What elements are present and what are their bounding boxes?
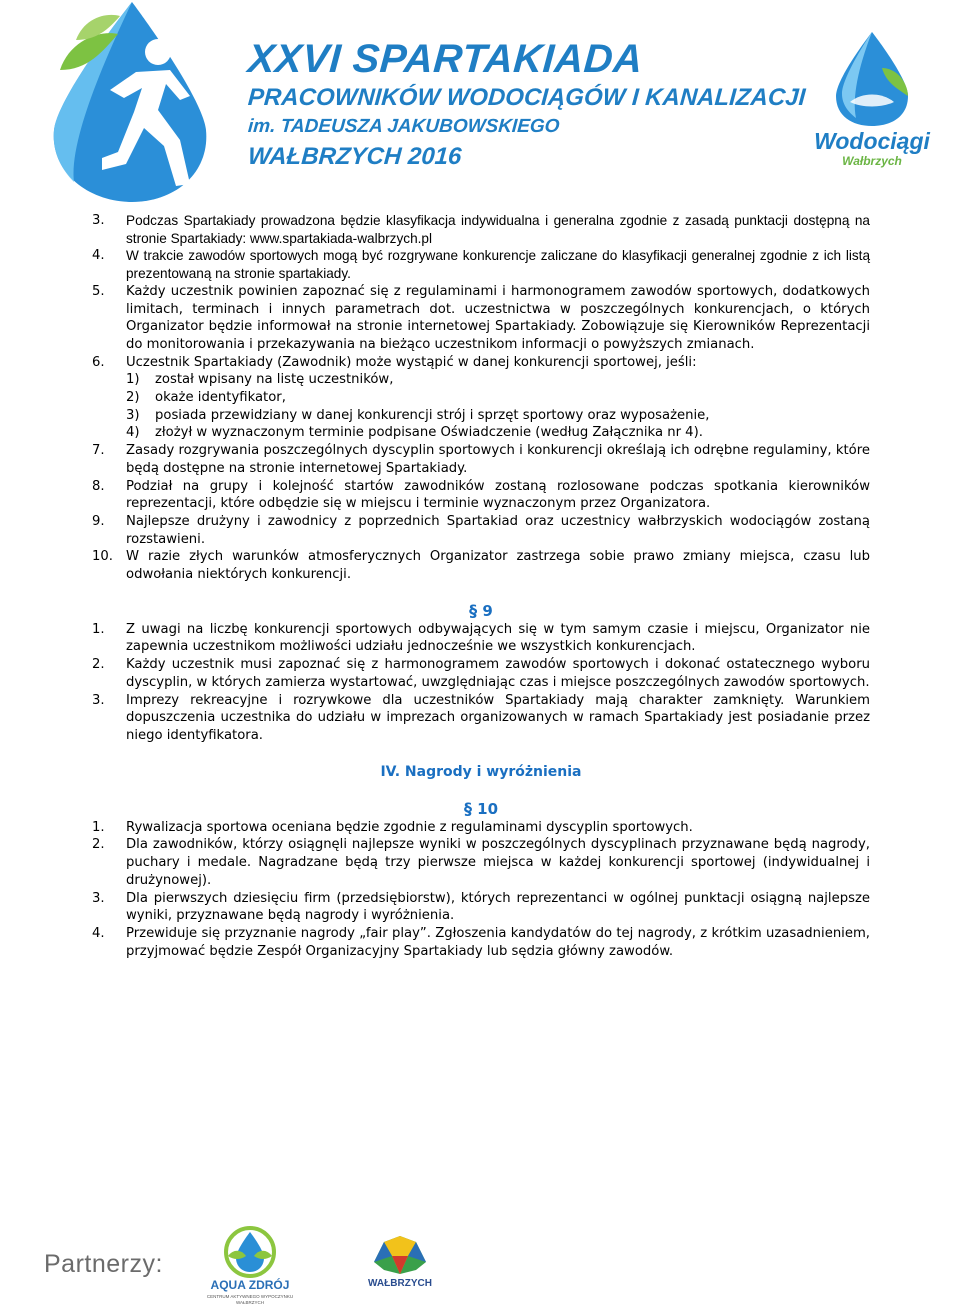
spacer [92,782,870,799]
item-number: 4. [92,248,105,264]
item-text: Uczestnik Spartakiady (Zawodnik) może wystąpić w danej konkurencji sportowej, jeśli: [126,354,697,370]
sub-item-text: posiada przewidziany w danej konkurencji strój i sprzęt sportowy oraz wyposażenie, [155,407,710,423]
sub-item [126,389,870,407]
section-sign: § [469,600,478,620]
sub-item-number: 3) [126,407,140,423]
aqua-zdroj-logo [200,1226,300,1310]
item-text: Każdy uczestnik musi zapoznać się z harmonogramem zawodów sportowych i dokonać ostatecznego wyboru dyscyplin, w których zamierza wystartować, uwzględniając czas i miejsce poszczególnych zawodów sportowych. [126,657,870,690]
sub-item-number: 2) [126,390,140,406]
item-number: 3. [92,213,105,228]
list-item [92,890,870,925]
event-patron: im. TADEUSZA JAKUBOWSKIEGO [247,116,561,137]
list-item [92,621,870,656]
logo-right-name: Wodociągi [814,128,930,154]
item-number: 1. [92,819,105,835]
list-item [92,283,870,354]
sub-item-text: został wpisany na listę uczestników, [155,372,394,388]
event-title: XXVI SPARTAKIADA [246,37,645,81]
item-text: Imprezy rekreacyjne i rozrywkowe dla uczestników Spartakiady mają charakter zamknięty. Warunkiem dopuszczenia uczestnika do udziału w imprezach organizowanych w ramach Spartakiady jest posiadanie przez niego identyfikatora. [126,692,870,743]
item-text: W trakcie zawodów sportowych mogą być rozgrywane konkurencje zaliczane do klasyfikacji generalnej zgodnie z ich listą prezentowaną na stronie spartakiady. [126,248,870,282]
item-number: 3. [92,692,105,708]
paragraph-number: 10 [477,799,499,818]
item-text: Najlepsze drużyny i zawodnicy z poprzednich Spartakiad oraz uczestnicy wałbrzyskich wodociągów zostaną rozstawieni. [126,513,870,547]
list-item [92,548,870,583]
item-text: Dla pierwszych dziesięciu firm (przedsiębiorstw), których reprezentanci w ogólnej punktacji osiągną najlepsze wyniki, przyznawane będą nagrody i wyróżnienia. [126,890,870,924]
item-number: 10. [92,549,113,565]
item-number: 2. [92,657,105,673]
paragraph-10-heading [92,799,870,819]
chapter-heading: IV. Nagrody i wyróżnienia [380,763,582,780]
sub-item-number: 1) [126,372,140,388]
item-number: 2. [92,837,105,853]
item-number: 7. [92,443,105,459]
item-number: 1. [92,621,105,637]
item-text: Rywalizacja sportowa oceniana będzie zgodnie z regulaminami dyscyplin sportowych. [126,819,693,835]
list-item [92,819,870,837]
sub-item-number: 4) [126,425,140,441]
item-text: Dla zawodników, którzy osiągnęli najlepsze wyniki w poszczególnych dyscyplinach przyznawane będą nagrody, puchary i medale. Nagradzane będą trzy pierwsze miejsca w każdej konkurencji sportowej (indywidualnej i drużynowej). [126,837,870,888]
event-header [248,36,805,172]
item-number: 9. [92,513,105,529]
event-city-year: WAŁBRZYCH 2016 [247,143,463,170]
partner-aqua-subtitle: CENTRUM AKTYWNEGO WYPOCZYNKU WAŁBRZYCH [206,1294,294,1305]
partner-aqua-name: AQUA ZDRÓJ [210,1278,290,1292]
sub-item-text: złożył w wyznaczonym terminie podpisane Oświadczenie (według Załącznika nr 4). [155,425,703,441]
list-item [92,442,870,477]
list-item [92,478,870,513]
item-number: 5. [92,283,105,299]
item-body [126,354,870,443]
spacer [92,584,870,601]
item-number: 4. [92,925,105,941]
list-item [92,354,870,443]
item-number: 6. [92,354,105,370]
item-text: W razie złych warunków atmosferycznych Organizator zastrzega sobie prawo zmiany miejsca, czasu lub odwołania niektórych konkurencji. [126,549,870,583]
paragraph-9-heading [92,601,870,621]
item-text: Każdy uczestnik powinien zapoznać się z regulaminami i harmonogramem zawodów sportowych, dodatkowych limitach, terminach i innych parametrach dot. uczestnictwa w poszczególnych konkurencjach, o których Organizator będzie informował na stronie internetowej Spartakiady. Zobowiązuje się Kierowników Reprezentacji do monitorowania i przekazywania na bieżąco uczestnikom informacji o powyższych zmianach. [126,283,870,352]
item-text: Podział na grupy i kolejność startów zawodników zostaną rozlosowane podczas spotkania kierowników reprezentacji, które odbędzie się w miejscu i terminie wyznaczonym przez Organizatora. [126,478,870,512]
item-number: 3. [92,890,105,906]
list-item [92,692,870,745]
partners-label: Partnerzy: [44,1250,163,1278]
sub-item [126,407,870,425]
list-item [92,925,870,960]
event-subtitle: PRACOWNIKÓW WODOCIĄGÓW I KANALIZACJI [247,84,807,111]
logo-right-city: Wałbrzych [842,154,902,168]
paragraph-number: 9 [482,601,493,620]
sub-item-text: okaże identyfikator, [155,390,286,406]
spacer [92,745,870,762]
item-number: 8. [92,478,105,494]
list-item [92,656,870,691]
sub-item [126,371,870,389]
item-text: Przewiduje się przyznanie nagrody „fair play”. Zgłoszenia kandydatów do tej nagrody, z krótkim uzasadnieniem, przyjmować będzie Zespół Organizacyjny Spartakiady lub sędzia główny zawodów. [126,925,870,959]
item-text: Podczas Spartakiady prowadzona będzie klasyfikacja indywidualna i generalna zgodnie z zasadą punktacji dostępną na stronie Spartakiady: www.spartakiada-walbrzych.pl [126,213,870,246]
list-item [92,836,870,889]
wodociagi-walbrzych-logo [812,28,932,178]
list-item [92,212,870,247]
item-text: Z uwagi na liczbę konkurencji sportowych odbywających się w tym samym czasie i miejscu, Organizator nie zapewnia uczestnikom możliwości udziału jednocześnie we wszystkich konkurencjach. [126,621,870,655]
regulations-content [92,212,870,960]
spartakiada-logo [40,0,210,205]
partner-walbrzych-name: WAŁBRZYCH [368,1278,432,1289]
sub-item [126,424,870,442]
walbrzych-city-logo [352,1232,448,1294]
list-item [92,247,870,282]
item-text: Zasady rozgrywania poszczególnych dyscyplin sportowych i konkurencji określają ich odrębne regulaminy, które będą dostępne na stronie internetowej Spartakiady. [126,443,870,476]
list-item [92,513,870,548]
section-sign: § [463,798,472,818]
